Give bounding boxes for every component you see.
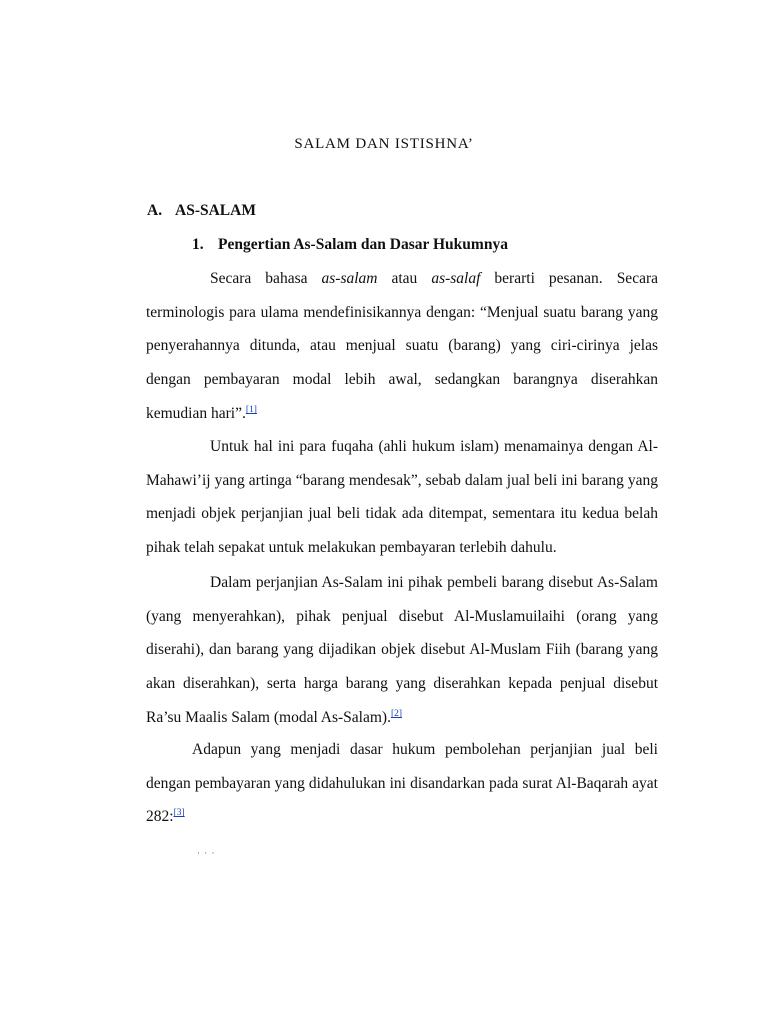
paragraph-3 [146, 566, 658, 735]
p1-term-as-salam: as-salam [321, 270, 378, 287]
p1-text-2: atau [377, 270, 432, 287]
footnote-link-3[interactable]: [3] [173, 808, 185, 819]
paragraph-4 [146, 733, 658, 834]
section-number: A. [147, 202, 163, 219]
subsection-label: Pengertian As-Salam dan Dasar Hukumnya [218, 236, 508, 253]
paragraph-1 [146, 262, 658, 431]
section-label: AS-SALAM [175, 202, 256, 219]
p1-term-as-salaf: as-salaf [431, 270, 481, 287]
paragraph-2: Untuk hal ini para fuqaha (ahli hukum islam) menamainya dengan Al-Mahawi’ij yang artinga “barang mendesak”, sebab dalam jual beli ini barang yang menjadi objek perjanjian jual beli tidak ada ditempat, sementara itu kedua belah pihak telah sepakat untuk melakukan pembayaran terlebih dahulu. [146, 438, 658, 557]
subsection-number: 1. [192, 236, 204, 253]
p1-text-1: Secara bahasa [210, 270, 322, 287]
subsection-heading-1 [192, 236, 508, 254]
document-title: SALAM DAN ISTISHNA’ [294, 136, 474, 152]
arabic-verse-placeholder: · · · [197, 848, 216, 858]
p3-text: Dalam perjanjian As-Salam ini pihak pembeli barang disebut As-Salam (yang menyerahkan), pihak penjual disebut Al-Muslamuilaihi (orang yang diserahi), dan barang yang dijadikan objek disebut Al-Muslam Fiih (barang yang akan diserahkan), serta harga barang yang diserahkan kepada penjual disebut Ra’su Maalis Salam (modal As-Salam). [146, 574, 658, 726]
p1-text-3: berarti pesanan. Secara terminologis para ulama mendefinisikannya dengan: “Menjual suatu barang yang penyerahannya ditunda, atau menjual suatu (barang) yang ciri-cirinya jelas dengan pembayaran modal lebih awal, sedangkan barangnya diserahkan kemudian hari”. [146, 270, 658, 422]
footnote-link-2[interactable]: [2] [390, 708, 403, 719]
section-heading-a [147, 202, 256, 220]
footnote-link-1[interactable]: [1] [245, 404, 257, 415]
p4-text: Adapun yang menjadi dasar hukum pembolehan perjanjian jual beli dengan pembayaran yang didahulukan ini disandarkan pada surat Al-Baqarah ayat 282: [146, 741, 658, 826]
